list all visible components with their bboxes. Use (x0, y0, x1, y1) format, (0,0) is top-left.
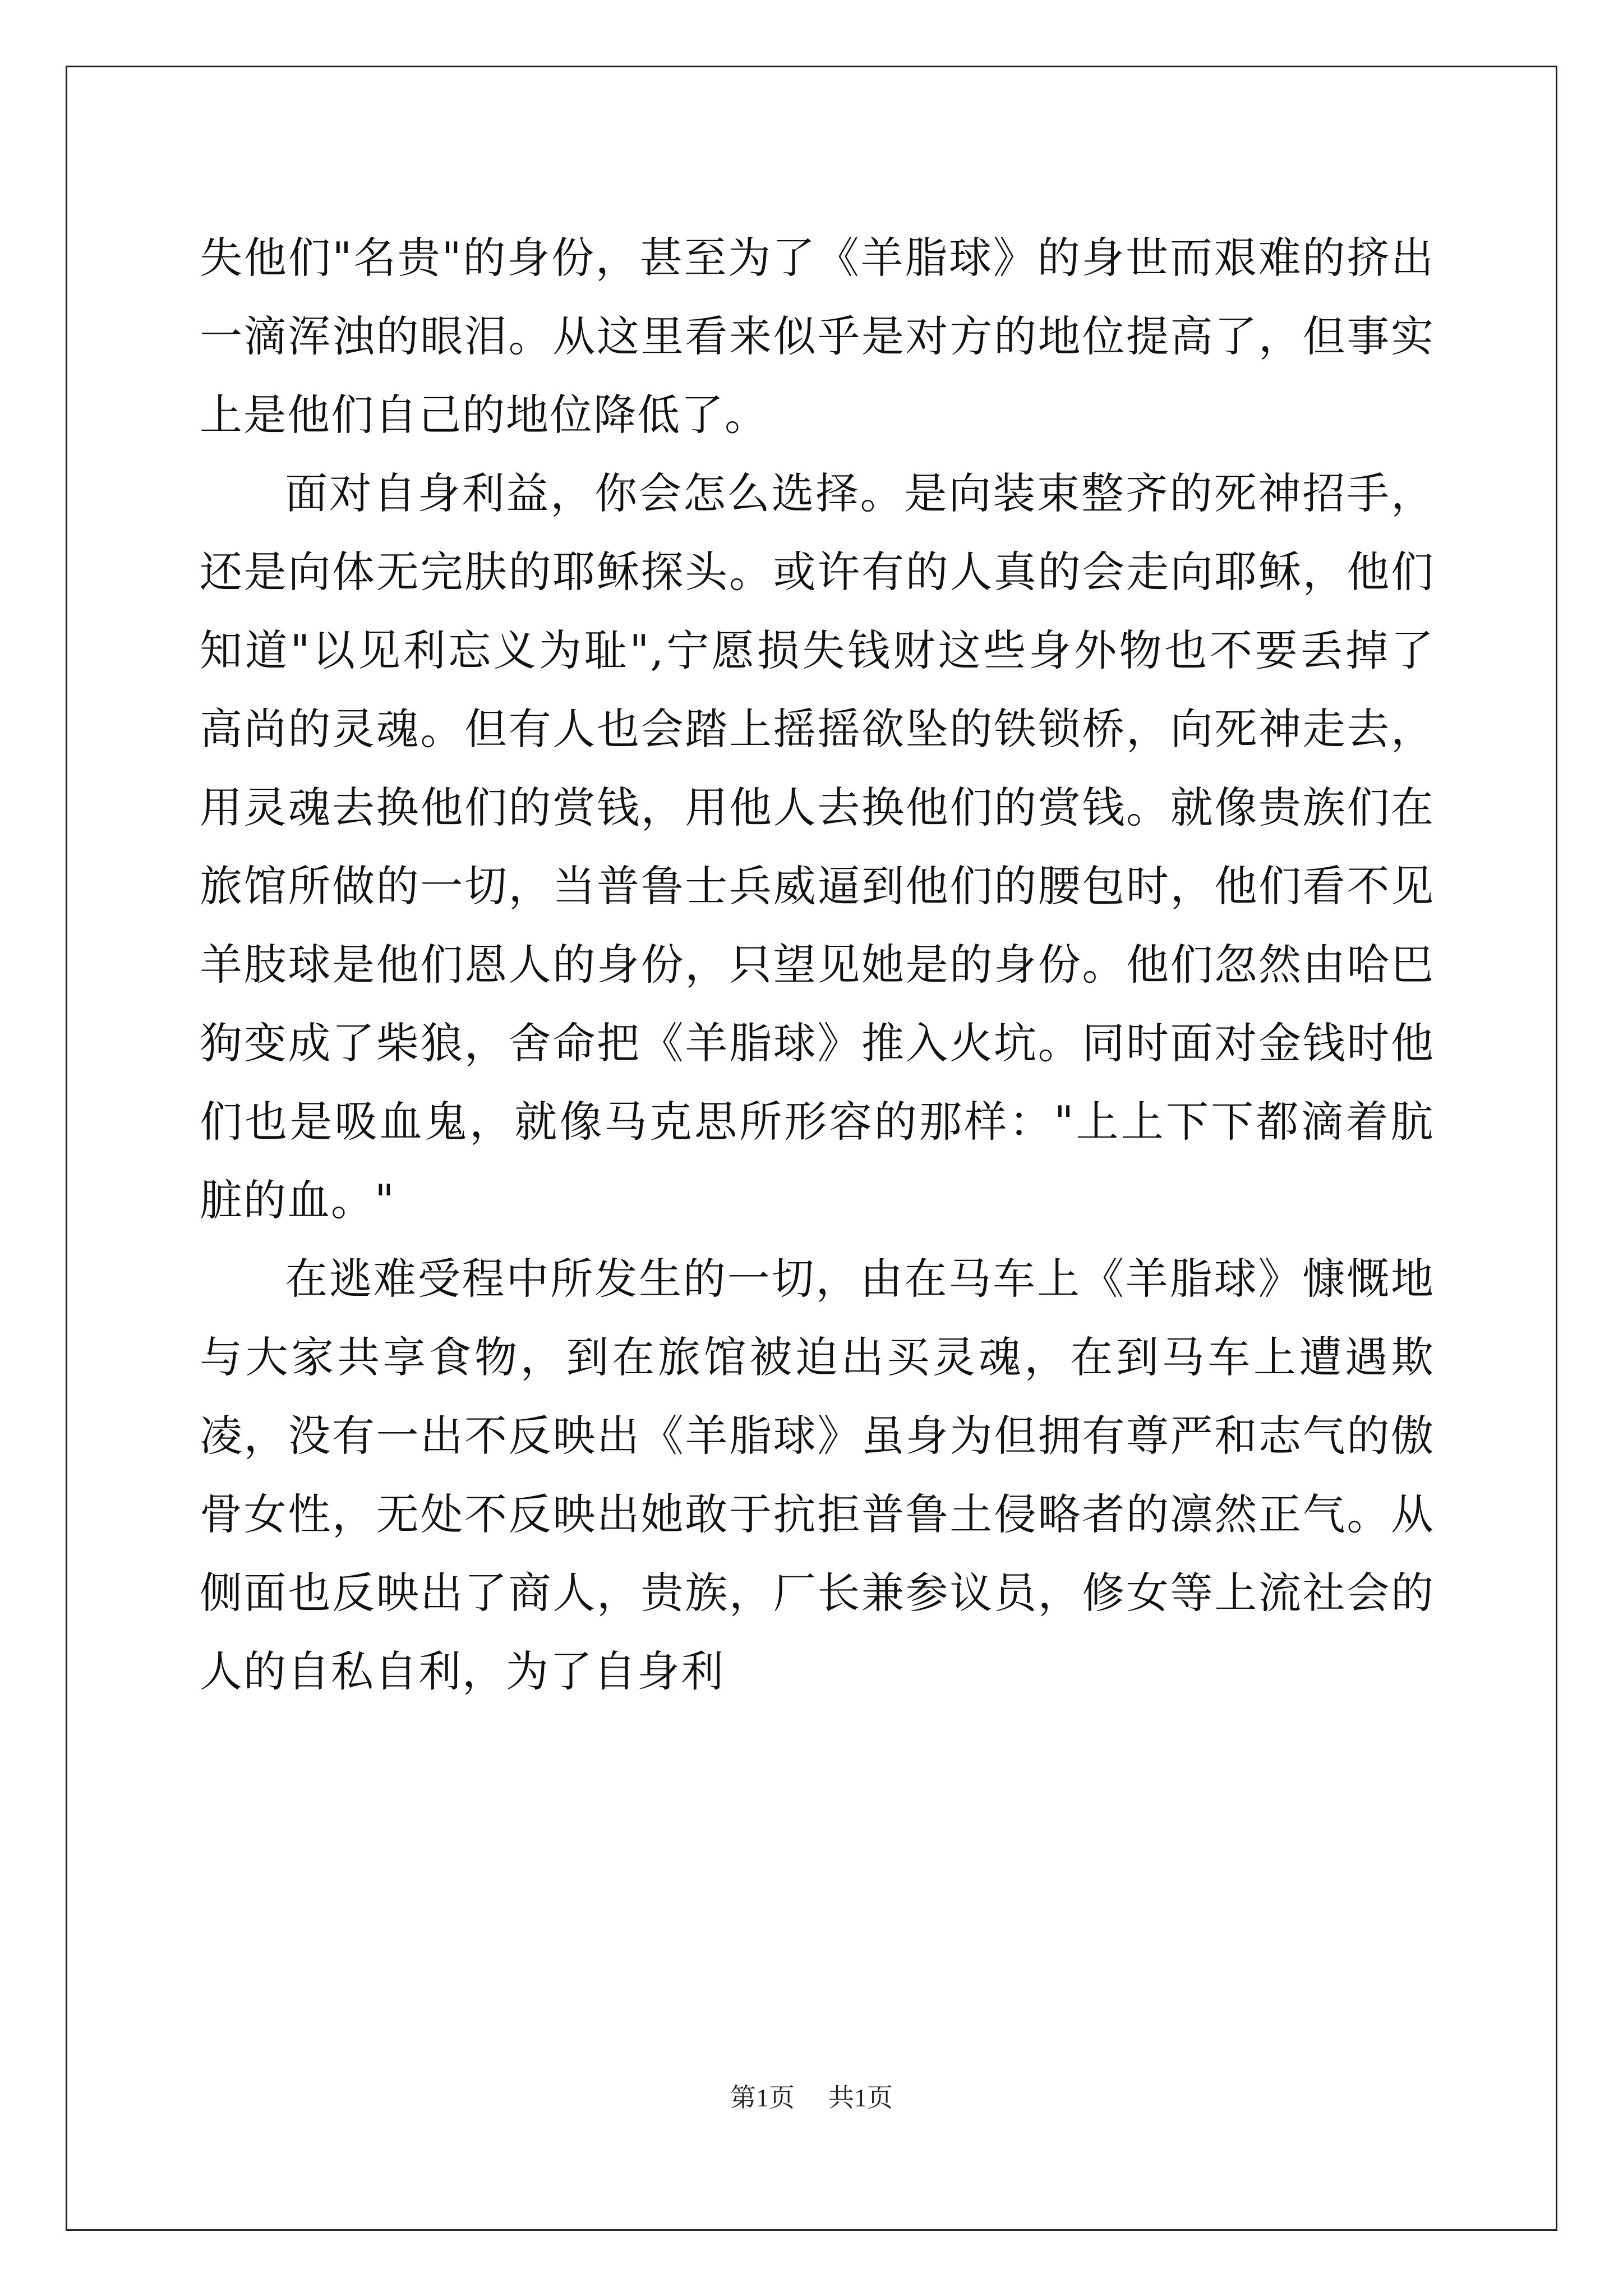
paragraph-3: 在逃难受程中所发生的一切，由在马车上《羊脂球》慷慨地与大家共享食物，到在旅馆被迫出买灵魂，在到马车上遭遇欺凌，没有一出不反映出《羊脂球》虽身为但拥有尊严和志气的傲骨女性，无处不反映出她敢于抗拒普鲁土侵略者的凛然正气。从侧面也反映出了商人，贵族，厂长兼参议员，修女等上流社会的人的自私自利，为了自身利 (200, 1254, 1435, 1696)
page-number: 第1页 (730, 2083, 795, 2112)
page-footer (0, 2081, 1623, 2115)
paragraph-2: 面对自身利益，你会怎么选择。是向装束整齐的死神招手，还是向体无完肤的耶稣探头。或许有的人真的会走向耶稣，他们知道"以见利忘义为耻",宁愿损失钱财这些身外物也不要丢掉了高尚的灵魂。但有人也会踏上摇摇欲坠的铁锁桥，向死神走去，用灵魂去换他们的赏钱，用他人去换他们的赏钱。就像贵族们在旅馆所做的一切，当普鲁士兵威逼到他们的腰包时，他们看不见羊肢球是他们恩人的身份，只望见她是的身份。他们忽然由哈巴狗变成了柴狼，舍命把《羊脂球》推入火坑。同时面对金钱时他们也是吸血鬼，就像马克思所形容的那样："上上下下都滴着肮脏的血。" (200, 468, 1435, 1225)
document-body (200, 219, 1435, 1711)
paragraph-1: 失他们"名贵"的身份，甚至为了《羊脂球》的身世而艰难的挤出一滴浑浊的眼泪。从这里看来似乎是对方的地位提高了，但事实上是他们自己的地位降低了。 (200, 233, 1435, 440)
page-total: 共1页 (828, 2083, 893, 2112)
